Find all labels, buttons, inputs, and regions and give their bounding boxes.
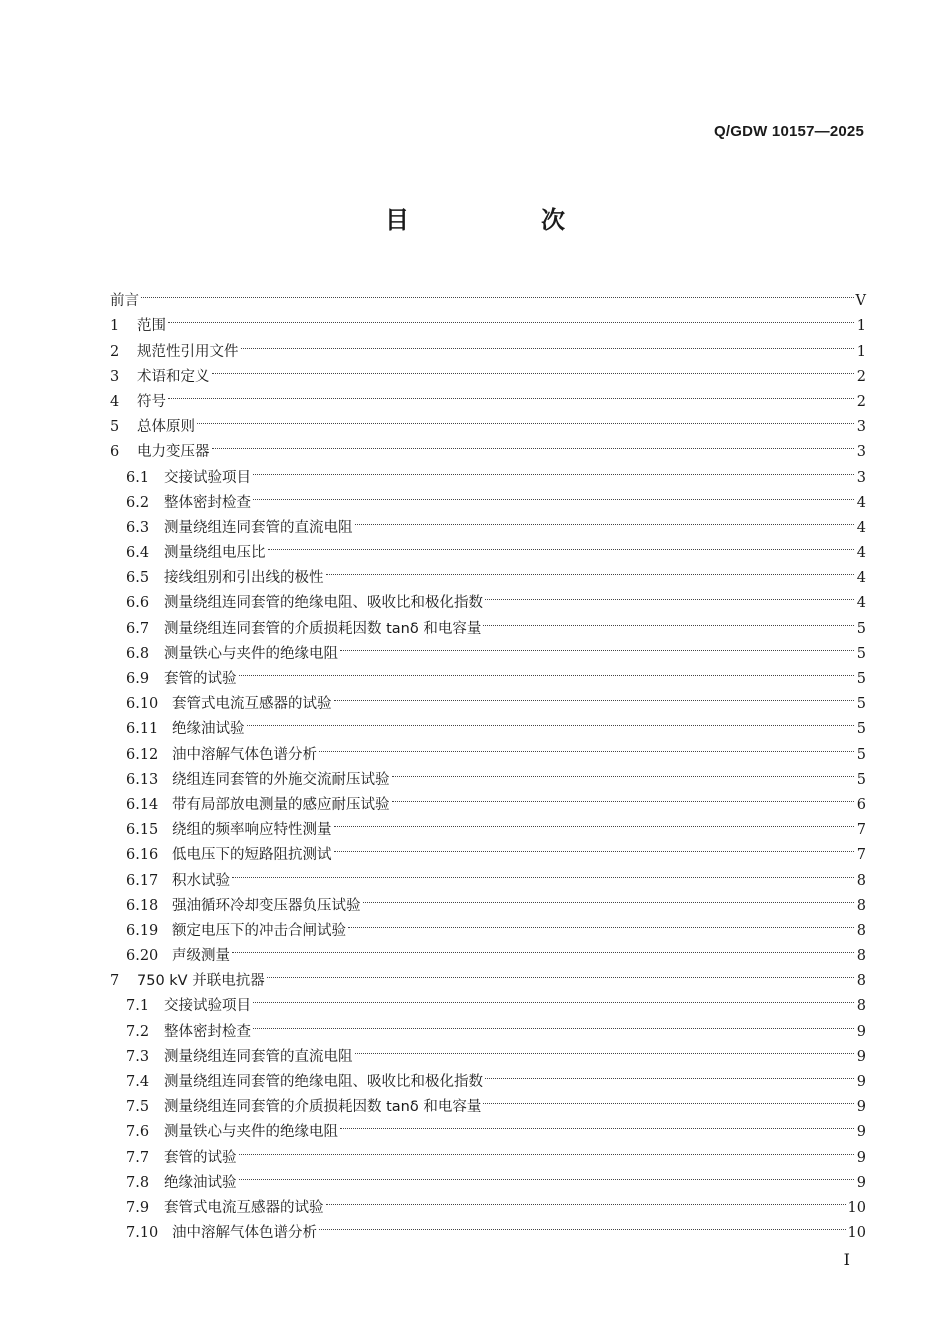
toc-entry-title: 测量铁心与夹件的绝缘电阻 (164, 645, 338, 662)
toc-entry-title: 测量绕组连同套管的绝缘电阻、吸收比和极化指数 (164, 1074, 483, 1090)
toc-entry-page: 9 (856, 1048, 866, 1065)
toc-entry-title: 测量绕组连同套管的直流电阻 (164, 519, 353, 536)
toc-entry-number: 6.1 (126, 469, 150, 486)
toc-dot-leader (334, 809, 855, 834)
toc-entry-title: 750 kV 并联电抗器 (137, 973, 265, 990)
toc-entry-number: 7.2 (126, 1023, 150, 1040)
toc-entry-page: 8 (856, 973, 866, 990)
toc-entry-number: 2 (110, 343, 120, 360)
toc-entry[interactable] (110, 305, 866, 335)
toc-entry[interactable] (110, 456, 866, 486)
toc-entry-title: 符号 (137, 393, 166, 410)
toc-dot-leader (334, 683, 855, 708)
toc-dot-leader (253, 1010, 854, 1035)
toc-dot-leader (241, 330, 855, 355)
toc-dot-leader (355, 507, 855, 532)
toc-dot-leader (392, 784, 855, 809)
toc-entry-page: 9 (856, 1074, 866, 1090)
toc-entry-number: 6.15 (126, 822, 159, 839)
toc-entry-number: 7.6 (126, 1124, 150, 1141)
toc-entry-number: 6.14 (126, 796, 159, 813)
toc-dot-leader (340, 1111, 854, 1136)
toc-dot-leader (253, 456, 854, 481)
toc-entry-page: 8 (856, 998, 866, 1015)
toc-dot-leader (326, 557, 855, 582)
toc-dot-leader (253, 482, 854, 507)
toc-entry-title: 总体原则 (137, 419, 195, 436)
toc-dot-leader (268, 532, 855, 557)
toc-entry-title: 测量绕组连同套管的介质损耗因数 tanδ 和电容量 (164, 1099, 482, 1116)
toc-dot-leader (483, 1086, 854, 1111)
toc-entry-title: 测量绕组电压比 (164, 545, 266, 562)
toc-entry-title: 测量绕组连同套管的绝缘电阻、吸收比和极化指数 (164, 595, 483, 612)
toc-entry[interactable] (110, 280, 866, 310)
toc-dot-leader (485, 582, 854, 607)
toc-entry-page: 5 (856, 696, 866, 713)
toc-entry-title: 油中溶解气体色谱分析 (172, 746, 317, 763)
toc-dot-leader (363, 885, 855, 910)
toc-entry-page: 8 (856, 897, 866, 914)
toc-entry-title: 电力变压器 (137, 444, 210, 461)
toc-entry-title: 前言 (110, 293, 139, 310)
toc-entry-title: 接线组别和引出线的极性 (164, 570, 324, 587)
toc-entry-number: 7.1 (126, 998, 150, 1015)
toc-entry-number: 1 (110, 318, 120, 335)
toc-entry-number: 6.9 (126, 671, 150, 687)
toc-entry-number: 6.2 (126, 494, 150, 511)
toc-entry-number: 6.19 (126, 922, 159, 939)
toc-entry-number: 4 (110, 393, 120, 410)
toc-entry-title: 术语和定义 (137, 368, 210, 385)
toc-entry-title: 绝缘油试验 (164, 1174, 237, 1191)
toc-dot-leader (239, 658, 855, 683)
toc-dot-leader (197, 406, 854, 431)
toc-entry-title: 强油循环冷却变压器负压试验 (172, 897, 361, 914)
toc-entry-page: V (855, 293, 866, 310)
toc-entry-page: 4 (856, 519, 866, 536)
toc-dot-leader (340, 633, 854, 658)
toc-dot-leader (392, 759, 855, 784)
toc-dot-leader (168, 381, 854, 406)
toc-dot-leader (239, 1136, 855, 1161)
toc-entry-title: 声级测量 (172, 948, 230, 965)
toc-entry-number: 6.17 (126, 872, 159, 889)
toc-entry-title: 范围 (137, 318, 166, 335)
toc-entry-number: 7.3 (126, 1048, 150, 1065)
toc-entry-title: 额定电压下的冲击合闸试验 (172, 922, 346, 939)
toc-entry-page: 9 (856, 1174, 866, 1191)
toc-entry-number: 7.4 (126, 1074, 150, 1090)
page-title: 目 次 (385, 206, 619, 234)
toc-dot-leader (485, 1061, 854, 1086)
toc-entry-page: 4 (856, 595, 866, 612)
toc-entry-page: 5 (856, 671, 866, 687)
toc-entry-title: 绕组的频率响应特性测量 (172, 822, 332, 839)
toc-entry-page: 9 (856, 1023, 866, 1040)
toc-entry-number: 6.11 (126, 721, 159, 738)
toc-entry-page: 8 (856, 922, 866, 939)
toc-entry-page: 4 (856, 545, 866, 562)
toc-entry-title: 带有局部放电测量的感应耐压试验 (172, 796, 390, 813)
toc-dot-leader (141, 280, 854, 305)
toc-entry-page: 7 (856, 822, 866, 839)
toc-entry[interactable] (110, 431, 866, 461)
toc-entry-page: 5 (856, 620, 866, 637)
toc-entry-page: 5 (856, 746, 866, 763)
toc-entry-page: 5 (856, 721, 866, 738)
toc-entry-title: 测量铁心与夹件的绝缘电阻 (164, 1124, 338, 1141)
toc-entry-page: 9 (856, 1149, 866, 1166)
toc-entry-title: 测量绕组连同套管的直流电阻 (164, 1048, 353, 1065)
toc-entry-page: 4 (856, 570, 866, 587)
toc-entry-title: 整体密封检查 (164, 1023, 251, 1040)
toc-entry-page: 4 (856, 494, 866, 511)
toc-entry-page: 8 (856, 872, 866, 889)
toc-entry-title: 套管的试验 (164, 671, 237, 687)
toc-entry-number: 3 (110, 368, 120, 385)
toc-entry-title: 油中溶解气体色谱分析 (172, 1225, 317, 1242)
toc-entry-page: 10 (847, 1199, 866, 1216)
toc-entry-page: 2 (856, 393, 866, 410)
toc-entry[interactable] (110, 330, 866, 360)
toc-entry-number: 6.8 (126, 645, 150, 662)
toc-entry-title: 规范性引用文件 (137, 343, 239, 360)
toc-entry-number: 6.12 (126, 746, 159, 763)
toc-entry-number: 6.5 (126, 570, 150, 587)
toc-entry[interactable] (110, 356, 866, 385)
toc-entry-title: 交接试验项目 (164, 469, 251, 486)
toc-dot-leader (348, 910, 854, 935)
toc-dot-leader (334, 834, 855, 859)
page-number: I (843, 1250, 850, 1269)
toc-entry-page: 5 (856, 645, 866, 662)
toc-entry-page: 9 (856, 1099, 866, 1116)
toc-entry-number: 6.10 (126, 696, 159, 713)
toc-entry-page: 2 (856, 368, 866, 385)
toc-entry-title: 积水试验 (172, 872, 230, 889)
toc-entry-title: 测量绕组连同套管的介质损耗因数 tanδ 和电容量 (164, 620, 482, 637)
toc-entry-number: 6 (110, 444, 120, 461)
toc-dot-leader (326, 1187, 846, 1212)
toc-entry-title: 绕组连同套管的外施交流耐压试验 (172, 771, 390, 788)
toc-entry-number: 6.6 (126, 595, 150, 612)
toc-dot-leader (232, 935, 854, 960)
toc-entry-title: 绝缘油试验 (172, 721, 245, 738)
toc-dot-leader (232, 859, 854, 884)
toc-entry-page: 3 (856, 419, 866, 436)
toc-entry-number: 7.9 (126, 1199, 150, 1216)
toc-dot-leader (319, 1212, 846, 1237)
toc-entry-number: 6.16 (126, 847, 159, 864)
toc-entry[interactable] (110, 381, 866, 410)
toc-dot-leader (483, 607, 854, 632)
toc-entry-page: 5 (856, 771, 866, 788)
toc-dot-leader (212, 356, 855, 381)
toc-entry-page: 3 (856, 469, 866, 486)
toc-dot-leader (168, 305, 854, 330)
toc-entry-page: 3 (856, 444, 866, 461)
toc-dot-leader (253, 985, 854, 1010)
toc-entry-number: 6.7 (126, 620, 150, 637)
toc-dot-leader (247, 708, 855, 733)
toc-entry-number: 6.20 (126, 948, 159, 965)
toc-entry-number: 6.18 (126, 897, 159, 914)
toc-entry-number: 6.13 (126, 771, 159, 788)
toc-dot-leader (319, 733, 854, 758)
toc-entry-number: 7 (110, 973, 120, 990)
table-of-contents (110, 280, 866, 1242)
toc-entry-page: 7 (856, 847, 866, 864)
toc-entry-page: 10 (847, 1225, 866, 1242)
toc-dot-leader (239, 1162, 855, 1187)
toc-entry-number: 7.8 (126, 1174, 150, 1191)
toc-entry-page: 1 (856, 318, 866, 335)
toc-entry-number: 6.4 (126, 545, 150, 562)
toc-entry-number: 7.7 (126, 1149, 150, 1166)
toc-entry-page: 1 (856, 343, 866, 360)
toc-entry-page: 9 (856, 1124, 866, 1141)
standard-code: Q/GDW 10157—2025 (714, 123, 864, 140)
toc-dot-leader (355, 1036, 855, 1061)
toc-entry-title: 整体密封检查 (164, 494, 251, 511)
toc-entry-title: 套管式电流互感器的试验 (172, 696, 332, 713)
toc-dot-leader (267, 960, 854, 985)
toc-entry-page: 8 (856, 948, 866, 965)
toc-entry-title: 套管式电流互感器的试验 (164, 1199, 324, 1216)
toc-entry-title: 套管的试验 (164, 1149, 237, 1166)
toc-dot-leader (212, 431, 855, 456)
toc-entry-number: 5 (110, 419, 120, 436)
toc-entry-title: 低电压下的短路阻抗测试 (172, 847, 332, 864)
toc-entry-number: 6.3 (126, 519, 150, 536)
toc-entry-title: 交接试验项目 (164, 998, 251, 1015)
toc-entry[interactable] (110, 406, 866, 436)
toc-entry-page: 6 (856, 796, 866, 813)
toc-entry-number: 7.10 (126, 1225, 159, 1242)
toc-entry-number: 7.5 (126, 1099, 150, 1116)
